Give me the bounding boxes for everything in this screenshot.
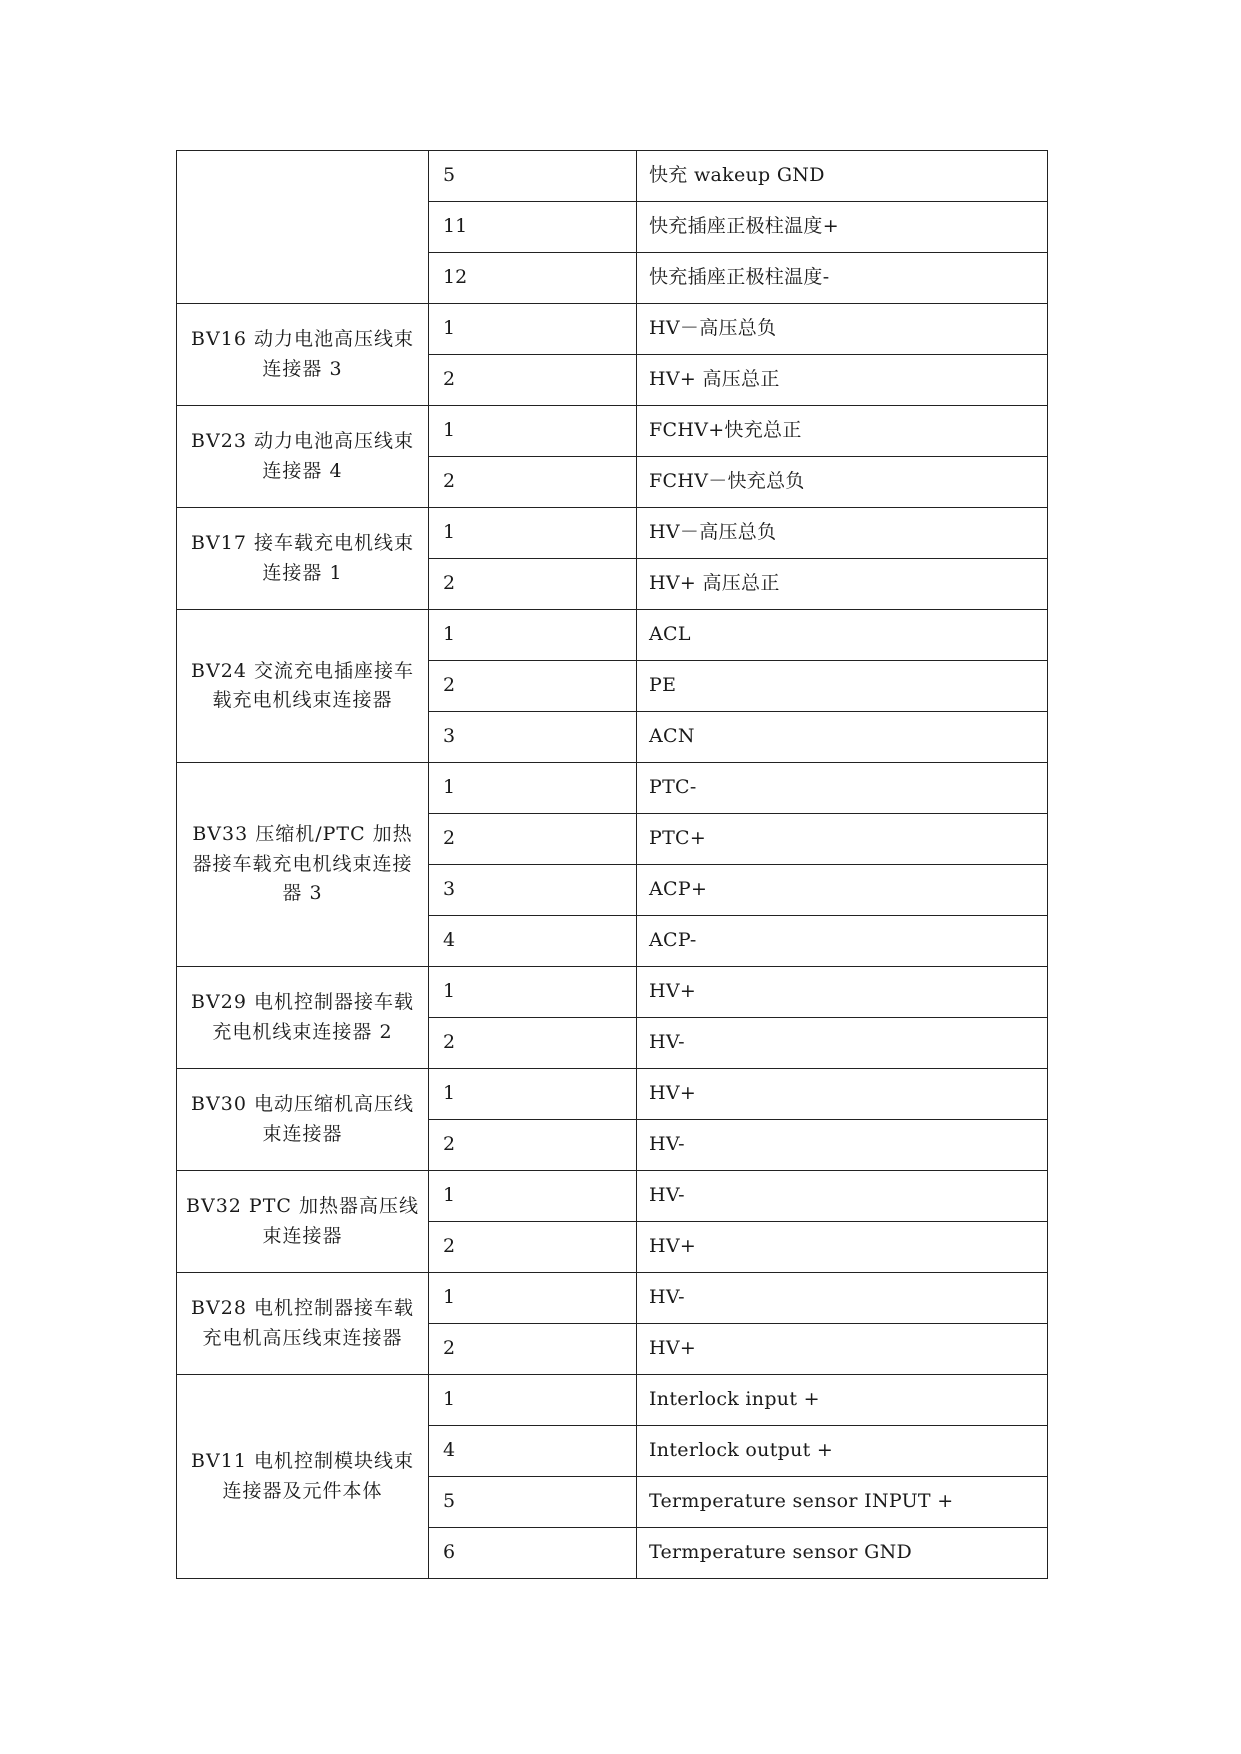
pin-number-cell: 2 [429,661,637,712]
pin-number-cell: 1 [429,1273,637,1324]
pin-definition-cell: Termperature sensor INPUT + [637,1477,1048,1528]
table-row [177,508,1048,559]
table-row [177,406,1048,457]
connector-pin-table [176,150,1048,1579]
pin-number-cell: 3 [429,865,637,916]
pin-number-cell: 6 [429,1528,637,1579]
table-row [177,151,1048,202]
connector-name-cell [177,151,429,304]
pin-number-cell: 2 [429,1018,637,1069]
connector-name-cell: BV24 交流充电插座接车载充电机线束连接器 [177,610,429,763]
pin-number-cell: 3 [429,712,637,763]
pin-number-cell: 2 [429,1120,637,1171]
pin-definition-cell: HV- [637,1120,1048,1171]
connector-name-cell: BV11 电机控制模块线束连接器及元件本体 [177,1375,429,1579]
pin-definition-cell: ACN [637,712,1048,763]
pin-number-cell: 2 [429,1324,637,1375]
pin-number-cell: 1 [429,1069,637,1120]
connector-name-cell: BV28 电机控制器接车载充电机高压线束连接器 [177,1273,429,1375]
pin-number-cell: 2 [429,1222,637,1273]
pin-definition-cell: FCHV+快充总正 [637,406,1048,457]
pin-definition-cell: 快充插座正极柱温度+ [637,202,1048,253]
pin-definition-cell: HV+ 高压总正 [637,559,1048,610]
pin-definition-cell: HV- [637,1273,1048,1324]
pin-definition-cell: PE [637,661,1048,712]
pin-definition-cell: ACP+ [637,865,1048,916]
pin-definition-cell: HV+ 高压总正 [637,355,1048,406]
pin-number-cell: 4 [429,916,637,967]
table-row [177,610,1048,661]
pin-number-cell: 1 [429,508,637,559]
connector-name-cell: BV32 PTC 加热器高压线束连接器 [177,1171,429,1273]
pin-number-cell: 2 [429,814,637,865]
pin-number-cell: 5 [429,1477,637,1528]
pin-number-cell: 2 [429,559,637,610]
table-row [177,763,1048,814]
pin-number-cell: 1 [429,763,637,814]
pin-definition-cell: HV- [637,1018,1048,1069]
pin-number-cell: 5 [429,151,637,202]
connector-name-cell: BV33 压缩机/PTC 加热器接车载充电机线束连接器 3 [177,763,429,967]
pin-number-cell: 4 [429,1426,637,1477]
pin-number-cell: 1 [429,967,637,1018]
pin-number-cell: 1 [429,406,637,457]
table-row [177,1069,1048,1120]
table-row [177,1375,1048,1426]
pin-number-cell: 1 [429,1375,637,1426]
pin-number-cell: 11 [429,202,637,253]
pin-definition-cell: 快充 wakeup GND [637,151,1048,202]
pin-definition-cell: ACL [637,610,1048,661]
pin-definition-cell: PTC+ [637,814,1048,865]
connector-name-cell: BV17 接车载充电机线束连接器 1 [177,508,429,610]
pin-number-cell: 2 [429,457,637,508]
pin-definition-cell: Interlock input + [637,1375,1048,1426]
pin-definition-cell: 快充插座正极柱温度- [637,253,1048,304]
connector-name-cell: BV30 电动压缩机高压线束连接器 [177,1069,429,1171]
pin-definition-cell: HV+ [637,1324,1048,1375]
pin-definition-cell: HV+ [637,1222,1048,1273]
table-row [177,1273,1048,1324]
table-row [177,967,1048,1018]
pin-definition-cell: HV+ [637,1069,1048,1120]
pin-definition-cell: HV- [637,1171,1048,1222]
pin-definition-cell: Termperature sensor GND [637,1528,1048,1579]
pin-definition-cell: ACP- [637,916,1048,967]
pin-number-cell: 2 [429,355,637,406]
table-body [177,151,1048,1579]
connector-name-cell: BV16 动力电池高压线束连接器 3 [177,304,429,406]
pin-definition-cell: HV－高压总负 [637,304,1048,355]
table-row [177,304,1048,355]
pin-number-cell: 1 [429,304,637,355]
pin-definition-cell: HV+ [637,967,1048,1018]
pin-definition-cell: PTC- [637,763,1048,814]
connector-name-cell: BV23 动力电池高压线束连接器 4 [177,406,429,508]
pin-number-cell: 1 [429,1171,637,1222]
table-row [177,1171,1048,1222]
pin-definition-cell: HV－高压总负 [637,508,1048,559]
connector-name-cell: BV29 电机控制器接车载充电机线束连接器 2 [177,967,429,1069]
pin-definition-cell: Interlock output + [637,1426,1048,1477]
pin-number-cell: 12 [429,253,637,304]
pin-definition-cell: FCHV－快充总负 [637,457,1048,508]
pin-number-cell: 1 [429,610,637,661]
